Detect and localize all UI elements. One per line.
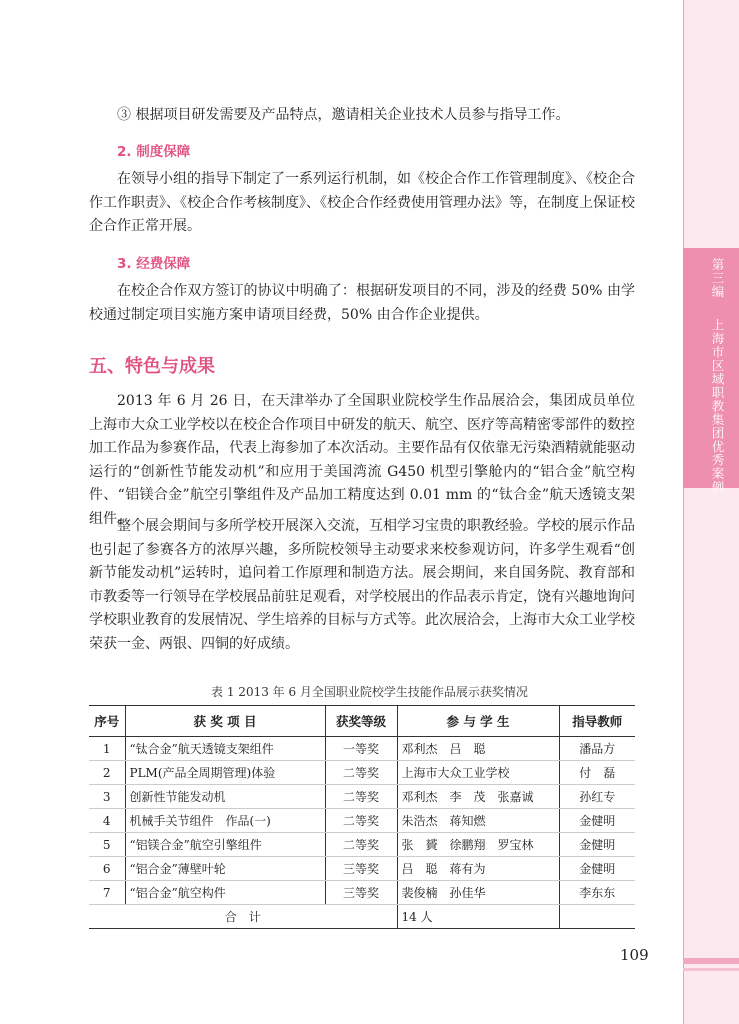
- table-row: [89, 857, 635, 881]
- cell-index: 3: [89, 785, 125, 809]
- header-students: 参 与 学 生: [397, 706, 559, 737]
- chapter-label: 第三编: [710, 258, 725, 299]
- cell-project: 创新性节能发动机: [125, 785, 325, 809]
- awards-table: [89, 705, 635, 929]
- cell-level: 二等奖: [325, 809, 397, 833]
- cell-index: 4: [89, 809, 125, 833]
- cell-students: 朱浩杰 蒋知燃: [397, 809, 559, 833]
- table-row: [89, 809, 635, 833]
- total-value: 14 人: [397, 905, 559, 929]
- table-row: [89, 833, 635, 857]
- page-bottom-bar-thin: [683, 968, 739, 971]
- chapter-side-text: [696, 258, 726, 494]
- cell-students: 吕 聪 蒋有为: [397, 857, 559, 881]
- table-header-row: [89, 706, 635, 737]
- cell-index: 5: [89, 833, 125, 857]
- page-edge-strip: [683, 0, 739, 1024]
- table-row: [89, 737, 635, 761]
- cell-project: PLM(产品全周期管理)体验: [125, 761, 325, 785]
- cell-level: 二等奖: [325, 785, 397, 809]
- heading-system: 2. 制度保障: [117, 144, 191, 160]
- cell-level: 三等奖: [325, 857, 397, 881]
- header-project: 获 奖 项 目: [125, 706, 325, 737]
- table-row: [89, 785, 635, 809]
- cell-level: 一等奖: [325, 737, 397, 761]
- paragraph-item3: ③ 根据项目研发需要及产品特点，邀请相关企业技术人员参与指导工作。: [117, 107, 570, 123]
- cell-project: 机械手关节组件 作品(一): [125, 809, 325, 833]
- paragraph-system: 在领导小组的指导下制定了一系列运行机制，如《校企合作工作管理制度》、《校企合作工作职责》、《校企合作考核制度》、《校企合作经费使用管理办法》等，在制度上保证校企合作正常开展。: [89, 171, 635, 234]
- paragraph-results-2: 整个展会期间与多所学校开展深入交流，互相学习宝贵的职教经验。学校的展示作品也引起了参赛各方的浓厚兴趣，多所院校领导主动要求来校参观访问，许多学生观看“创新节能发动机”运转时，追问着工作原理和制造方法。展会期间，来自国务院、教育部和市教委等一行领导在学校展品前驻足观看，对学校展出的作品表示肯定，饶有兴趣地询问学校职业教育的发展情况、学生培养的目标与方式等。此次展洽会，上海市大众工业学校荣获一金、两银、四铜的好成绩。: [89, 518, 635, 652]
- cell-students: 邓利杰 李 茂 张嘉诚: [397, 785, 559, 809]
- paragraph-funding: 在校企合作双方签订的协议中明确了：根据研发项目的不同，涉及的经费 50% 由学校通过制定项目实施方案申请项目经费，50% 由合作企业提供。: [89, 283, 635, 323]
- cell-level: 二等奖: [325, 761, 397, 785]
- cell-students: 邓利杰 吕 聪: [397, 737, 559, 761]
- table-row: [89, 761, 635, 785]
- total-label: 合 计: [89, 905, 397, 929]
- cell-teacher: 潘品方: [559, 737, 635, 761]
- cell-students: 张 贇 徐鹏翔 罗宝林: [397, 833, 559, 857]
- cell-index: 2: [89, 761, 125, 785]
- cell-project: “钛合金”航天透镜支架组件: [125, 737, 325, 761]
- cell-project: “铝合金”薄壁叶轮: [125, 857, 325, 881]
- header-teacher: 指导教师: [559, 706, 635, 737]
- cell-project: “铝合金”航空构件: [125, 881, 325, 905]
- cell-teacher: 金健明: [559, 857, 635, 881]
- table-row: [89, 881, 635, 905]
- cell-teacher: 付 磊: [559, 761, 635, 785]
- total-empty-cell: [559, 905, 635, 929]
- chapter-title: 上海市区域职教集团优秀案例: [710, 318, 725, 494]
- cell-level: 二等奖: [325, 833, 397, 857]
- page-bottom-bar: [683, 958, 739, 964]
- cell-teacher: 李东东: [559, 881, 635, 905]
- paragraph-results-1: 2013 年 6 月 26 日，在天津举办了全国职业院校学生作品展洽会，集团成员单位上海市大众工业学校以在校企合作项目中研发的航天、航空、医疗等高精密零部件的数控加工作品为参赛作品，代表上海参加了本次活动。主要作品有仅依靠无污染酒精就能驱动运行的“创新性节能发动机”和应用于美国湾流 G450 机型引擎舱内的“铝合金”航空构件、“铝镁合金”航空引擎组件及产品加工精度达到 0.01 mm 的“钛合金”航天透镜支架组件。: [89, 393, 635, 527]
- cell-teacher: 金健明: [559, 833, 635, 857]
- cell-index: 7: [89, 881, 125, 905]
- header-level: 获奖等级: [325, 706, 397, 737]
- table-caption: 表 1 2013 年 6 月全国职业院校学生技能作品展示获奖情况: [211, 685, 528, 699]
- cell-teacher: 金健明: [559, 809, 635, 833]
- cell-students: 裴俊楠 孙佳华: [397, 881, 559, 905]
- cell-project: “铝镁合金”航空引擎组件: [125, 833, 325, 857]
- cell-index: 6: [89, 857, 125, 881]
- cell-level: 三等奖: [325, 881, 397, 905]
- page-edge-line: [683, 0, 684, 1024]
- cell-students: 上海市大众工业学校: [397, 761, 559, 785]
- header-index: 序号: [89, 706, 125, 737]
- table-total-row: [89, 905, 635, 929]
- heading-funding: 3. 经费保障: [117, 256, 191, 272]
- page-number: 109: [620, 946, 649, 964]
- cell-teacher: 孙红专: [559, 785, 635, 809]
- cell-index: 1: [89, 737, 125, 761]
- section-heading-5: 五、特色与成果: [89, 356, 215, 377]
